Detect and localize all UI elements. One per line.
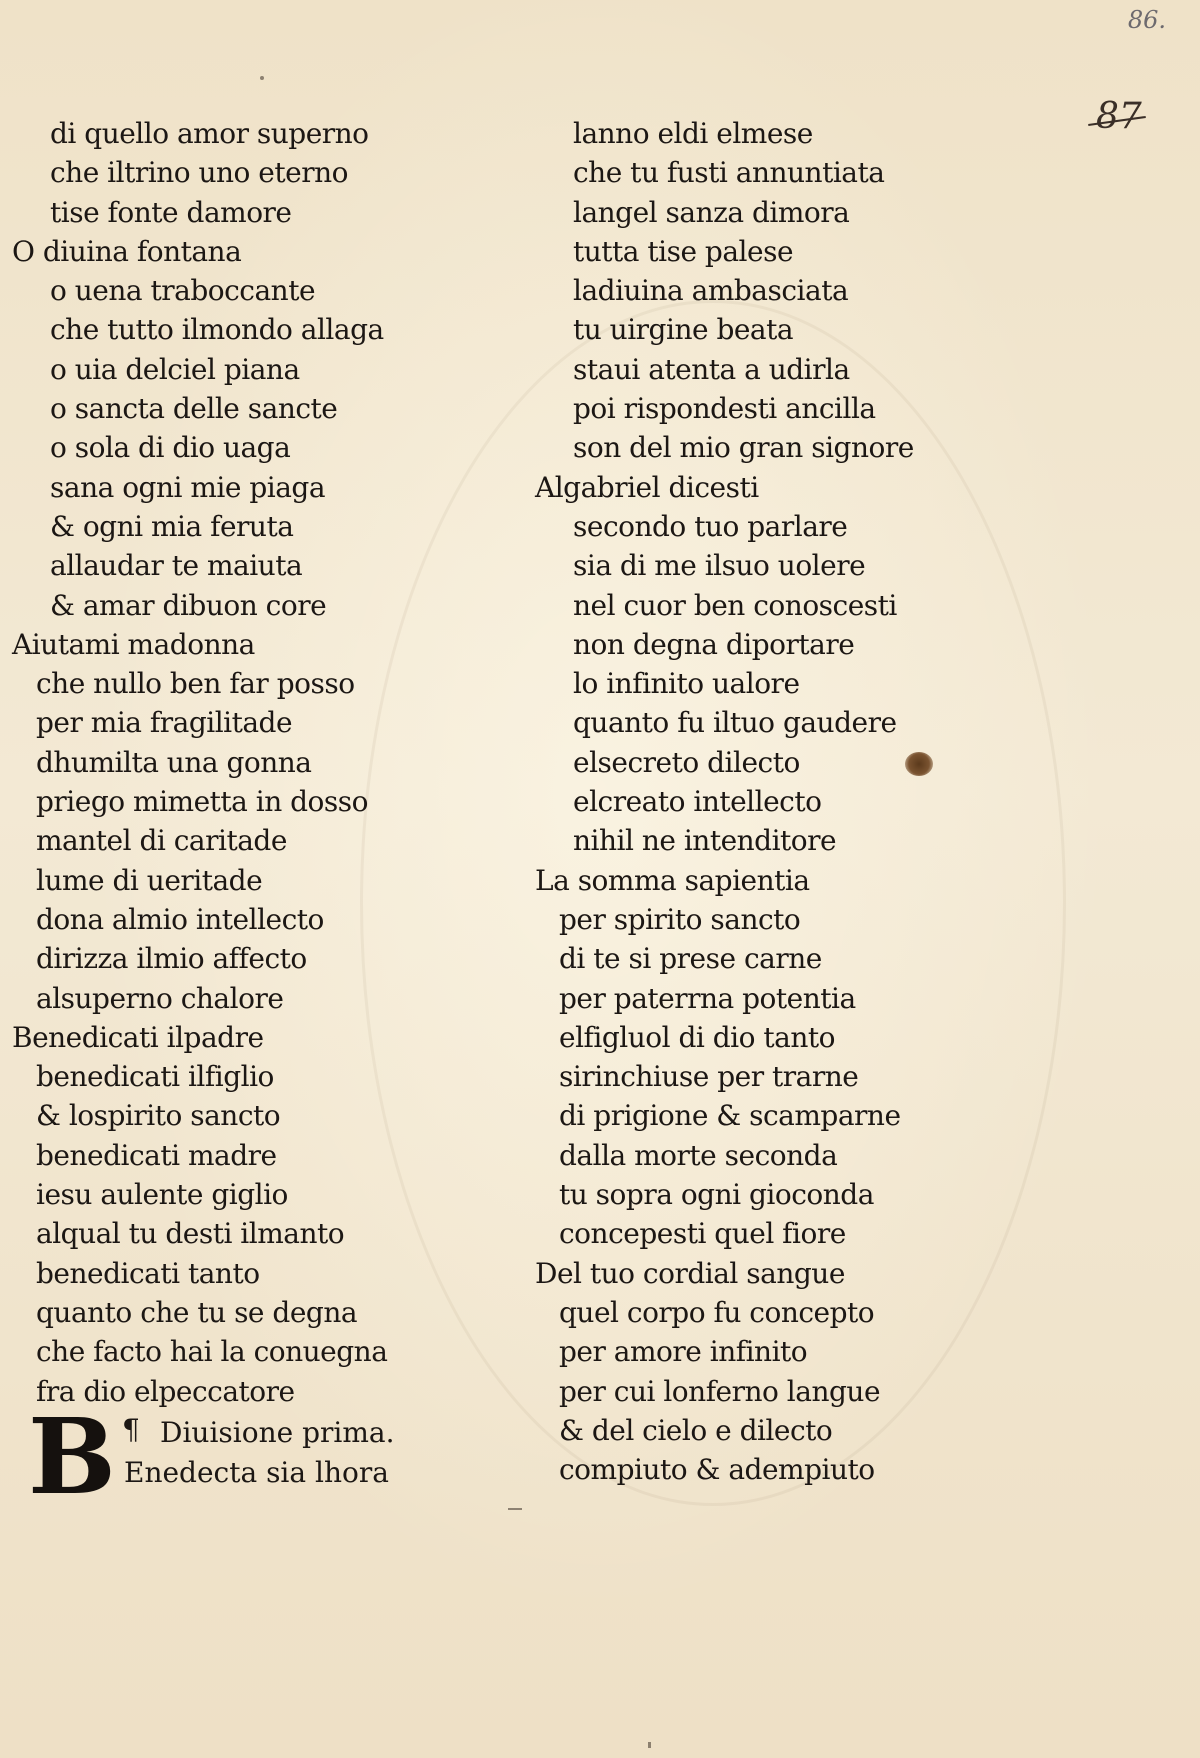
division-heading	[12, 1394, 512, 1518]
left-verse-line: che nullo ben far posso	[36, 667, 355, 701]
right-verse-line: staui atenta a udirla	[573, 352, 850, 386]
left-verse-line: sana ogni mie piaga	[50, 470, 326, 504]
left-verse-line: allaudar te maiuta	[50, 549, 303, 583]
right-verse-line: elcreato intellecto	[573, 785, 822, 819]
right-verse-line: che tu fusti annuntiata	[573, 156, 885, 190]
right-verse-line: nel cuor ben conoscesti	[573, 588, 897, 622]
left-verse-line: alqual tu desti ilmanto	[36, 1217, 345, 1251]
right-verse-line: secondo tuo parlare	[573, 509, 848, 543]
right-verse-line: quanto fu iltuo gaudere	[573, 706, 897, 740]
left-verse-line: dirizza ilmio affecto	[36, 942, 307, 976]
left-verse-line: che iltrino uno eterno	[50, 156, 348, 190]
left-verse-line: dona almio intellecto	[36, 902, 324, 936]
right-verse-line: concepesti quel fiore	[559, 1217, 846, 1251]
left-verse-line: o uia delciel piana	[50, 352, 300, 386]
right-verse-line: per paterrna potentia	[559, 981, 856, 1015]
left-verse-line: dhumilta una gonna	[36, 745, 312, 779]
right-verse-line: elfigluol di dio tanto	[559, 1020, 835, 1054]
right-verse-line: tu uirgine beata	[573, 313, 794, 347]
right-verse-line: Algabriel dicesti	[535, 470, 759, 504]
left-verse-line: che facto hai la conuegna	[36, 1335, 388, 1369]
right-verse-line: compiuto & adempiuto	[559, 1453, 875, 1487]
left-verse-line: Benedicati ilpadre	[12, 1020, 264, 1054]
left-verse-line: lume di ueritade	[36, 863, 263, 897]
left-verse-line: di quello amor superno	[50, 117, 369, 150]
pilcrow-icon: ¶	[122, 1412, 140, 1446]
left-verse-line: & lospirito sancto	[36, 1099, 281, 1133]
right-verse-line: per spirito sancto	[559, 902, 801, 936]
right-verse-line: sirinchiuse per trarne	[559, 1060, 859, 1094]
right-verse-line: nihil ne intenditore	[573, 824, 837, 858]
left-verse-line: & amar dibuon core	[50, 588, 327, 622]
division-first-line: Enedecta sia lhora	[124, 1455, 389, 1489]
right-verse-line: di prigione & scamparne	[559, 1099, 901, 1133]
left-verse-line: O diuina fontana	[12, 234, 242, 268]
left-verse-line: fra dio elpeccatore	[36, 1374, 295, 1408]
left-verse-line: quanto che tu se degna	[36, 1295, 358, 1329]
right-verse-line: lo infinito ualore	[573, 667, 800, 701]
left-text-column	[12, 114, 512, 1518]
left-verse-line: tise fonte damore	[50, 195, 292, 229]
left-verse-line: iesu aulente giglio	[36, 1178, 288, 1212]
left-verse-line: mantel di caritade	[36, 824, 287, 858]
left-verse-line: o sola di dio uaga	[50, 431, 291, 465]
left-verse-line: benedicati madre	[36, 1138, 277, 1172]
right-verse-line: langel sanza dimora	[573, 195, 850, 229]
left-verse-line: priego mimetta in dosso	[36, 785, 369, 819]
left-verse-line: Aiutami madonna	[12, 627, 255, 661]
left-verse-line: che tutto ilmondo allaga	[50, 313, 384, 347]
right-verse-line: lanno eldi elmese	[573, 117, 813, 150]
right-verse-line: elsecreto dilecto	[573, 745, 800, 779]
left-verse-line: o sancta delle sancte	[50, 392, 338, 426]
left-verse-line: benedicati ilfiglio	[36, 1060, 274, 1094]
left-verse-line: & ogni mia feruta	[50, 509, 294, 543]
right-verse-line: Del tuo cordial sangue	[535, 1256, 845, 1290]
right-verse-line: son del mio gran signore	[573, 431, 914, 465]
manuscript-folio-number: 87	[1096, 96, 1142, 137]
right-verse-line: tutta tise palese	[573, 234, 794, 268]
left-verse-line: per mia fragilitade	[36, 706, 293, 740]
right-verse-line: ladiuina ambasciata	[573, 274, 849, 308]
print-mark	[648, 1742, 651, 1748]
right-verse-line: tu sopra ogni gioconda	[559, 1178, 874, 1212]
right-verse-line: di te si prese carne	[559, 942, 822, 976]
decorated-initial: B	[28, 1394, 116, 1518]
folio-number: 86.	[1127, 6, 1166, 34]
print-mark	[260, 76, 264, 80]
right-verse-line: La somma sapientia	[535, 863, 810, 897]
left-verse-line: alsuperno chalore	[36, 981, 284, 1015]
print-mark	[508, 1508, 522, 1510]
right-verse-line: & del cielo e dilecto	[559, 1413, 833, 1447]
right-verse-line: per amore infinito	[559, 1335, 808, 1369]
ink-stain	[905, 752, 933, 776]
right-verse-line: sia di me ilsuo uolere	[573, 549, 866, 583]
right-verse-line: poi rispondesti ancilla	[573, 392, 876, 426]
left-verse-line: benedicati tanto	[36, 1256, 260, 1290]
right-text-column	[535, 114, 1095, 1489]
right-verse-line: non degna diportare	[573, 627, 855, 661]
right-verse-line: per cui lonferno langue	[559, 1374, 881, 1408]
division-title: Diuisione prima.	[160, 1415, 395, 1449]
left-verse-line: o uena traboccante	[50, 274, 316, 308]
right-verse-line: dalla morte seconda	[559, 1138, 838, 1172]
right-verse-line: quel corpo fu concepto	[559, 1295, 875, 1329]
